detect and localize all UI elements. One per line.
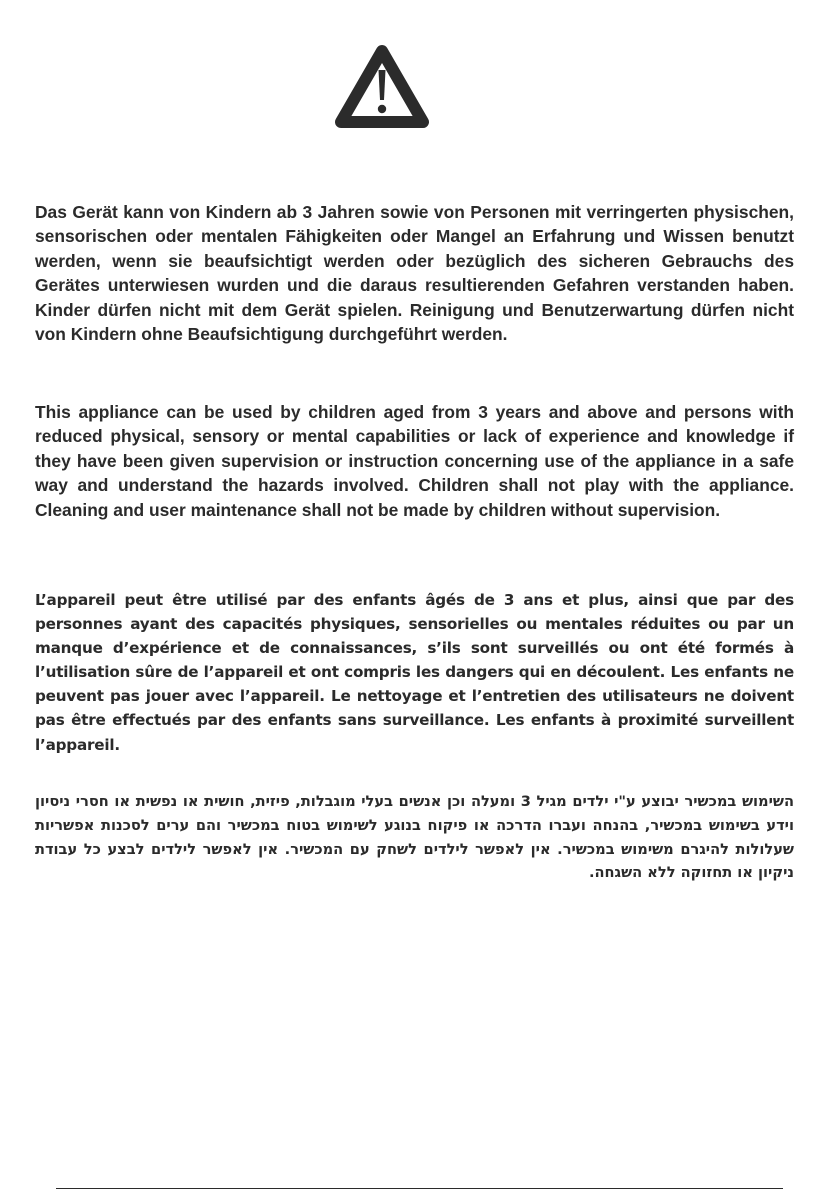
warning-exclamation-dot — [378, 105, 386, 113]
english-warning-text: This appliance can be used by children aged from 3 years and above and persons with reduced physical, sensory or mental capabilities or lack of experience and knowledge if they have been given supervision or instruction concerning use of the appliance in a safe way and understand the hazards involved. Children shall not play with the appliance. Cleaning and user maintenance shall not be made by children without supervision. — [35, 402, 794, 520]
hebrew-warning-text: השימוש במכשיר יבוצע ע"י ילדים מגיל 3 ומעלה וכן אנשים בעלי מוגבלות, פיזית, חושית או נפשית או חסרי ניסיון וידע בשימוש במכשיר, בהנחה ועברו הדרכה או פיקוח בנוגע לשימוש בטוח במכשיר והם ערים לסכנות אפשריות שעלולות להיגרם משימוש במכשיר. אין לאפשר לילדים לשחק עם המכשיר. אין לאפשר לילדים לבצע כל עבודת ניקיון או תחזוקה ללא השגחה. — [35, 793, 794, 882]
french-warning-text: L’appareil peut être utilisé par des enfants âgés de 3 ans et plus, ainsi que par des personnes ayant des capacités physiques, sensorielles ou mentales réduites ou par un manque d’expérience et de connaissances, s’ils sont surveillés ou ont été formés à l’utilisation sûre de l’appareil et ont compris les dangers qui en découlent. Les enfants ne peuvent pas jouer avec l’appareil. Le nettoyage et l’entretien des utilisateurs ne doivent pas être effectués par des enfants sans surveillance. Les enfants à proximité surveillent l’appareil. — [35, 591, 794, 754]
warning-triangle-icon — [330, 40, 434, 136]
german-warning-text: Das Gerät kann von Kindern ab 3 Jahren sowie von Personen mit verringerten physischen, sensorischen oder mentalen Fähigkeiten oder Mangel an Erfahrung und Wissen benutzt werden, wenn sie beaufsichtigt werden oder bezüglich des sicheren Gebrauchs des Gerätes unterwiesen wurden und die daraus resultierenden Gefahren verstanden haben. Kinder dürfen nicht mit dem Gerät spielen. Reinigung und Benutzerwartung dürfen nicht von Kindern ohne Beaufsichtigung durchgeführt werden. — [35, 202, 794, 345]
warning-exclamation-bar — [379, 70, 386, 100]
bottom-divider — [56, 1188, 783, 1189]
